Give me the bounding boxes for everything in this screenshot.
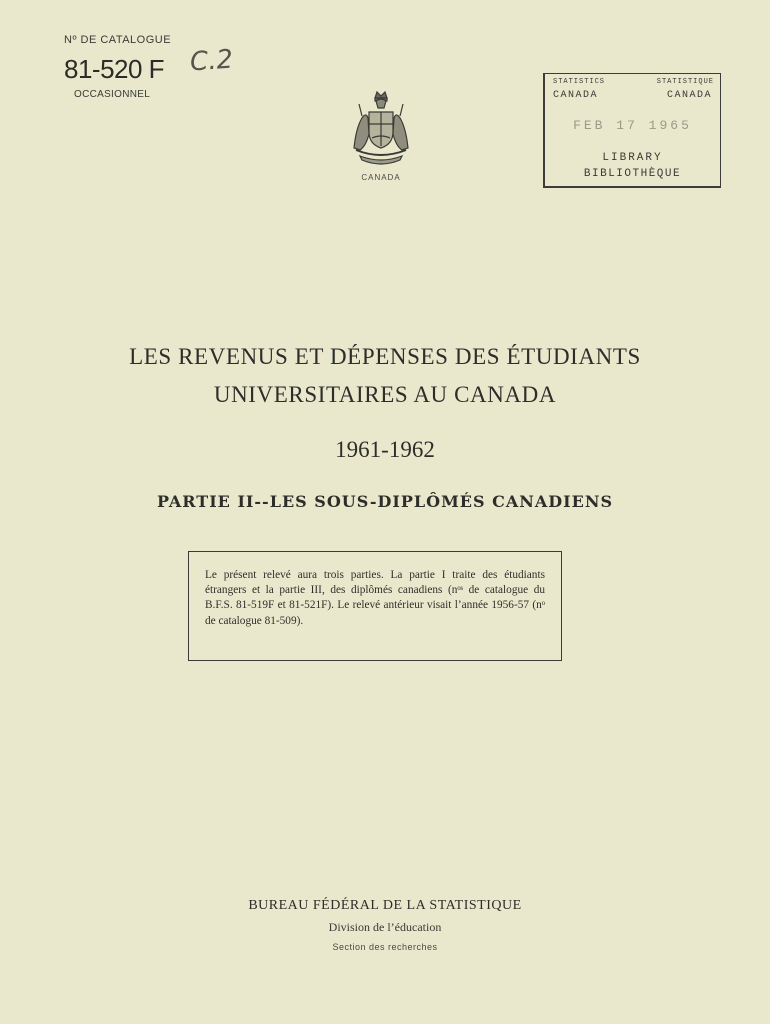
stamp-statistics-fr: STATISTIQUE xyxy=(656,78,714,86)
document-part-heading: PARTIE II--LES SOUS-DIPLÔMÉS CANADIENS xyxy=(156,492,614,511)
crest-caption: CANADA xyxy=(361,173,401,182)
handwritten-copy-mark: C.2 xyxy=(189,44,234,78)
document-title-line-2: UNIVERSITAIRES AU CANADA xyxy=(213,382,557,407)
note-box xyxy=(188,551,562,661)
stamp-canada-left: CANADA xyxy=(553,90,599,101)
publisher-name: BUREAU FÉDÉRAL DE LA STATISTIQUE xyxy=(248,898,522,913)
publisher-division: Division de l’éducation xyxy=(328,920,442,934)
document-title-line-1: LES REVENUS ET DÉPENSES DES ÉTUDIANTS xyxy=(129,344,641,369)
document-years: 1961-1962 xyxy=(335,437,435,462)
stamp-canada-right: CANADA xyxy=(666,90,712,101)
stamp-library-fr: BIBLIOTHÈQUE xyxy=(583,168,682,180)
stamp-date: FEB 17 1965 xyxy=(573,118,692,133)
stamp-statistics-en: STATISTICS xyxy=(553,78,606,86)
catalogue-number: 81-520 F xyxy=(64,54,165,84)
note-text: Le présent relevé aura trois parties. La partie I traite des étudiants étrangers et la partie III, des diplômés canadiens (nᵒˢ de catalogue du B.F.S. 81-519F et 81-521F). Le relevé antérieur visait l’année 1956-57 (nᵒ de catalogue 81-509). xyxy=(205,569,545,627)
stamp-library-en: LIBRARY xyxy=(602,152,663,164)
catalogue-type: OCCASIONNEL xyxy=(74,89,151,100)
publisher-section: Section des recherches xyxy=(332,942,438,952)
library-received-stamp xyxy=(543,73,721,188)
coat-of-arms-icon xyxy=(348,88,414,174)
catalogue-label: Nº DE CATALOGUE xyxy=(64,34,172,46)
